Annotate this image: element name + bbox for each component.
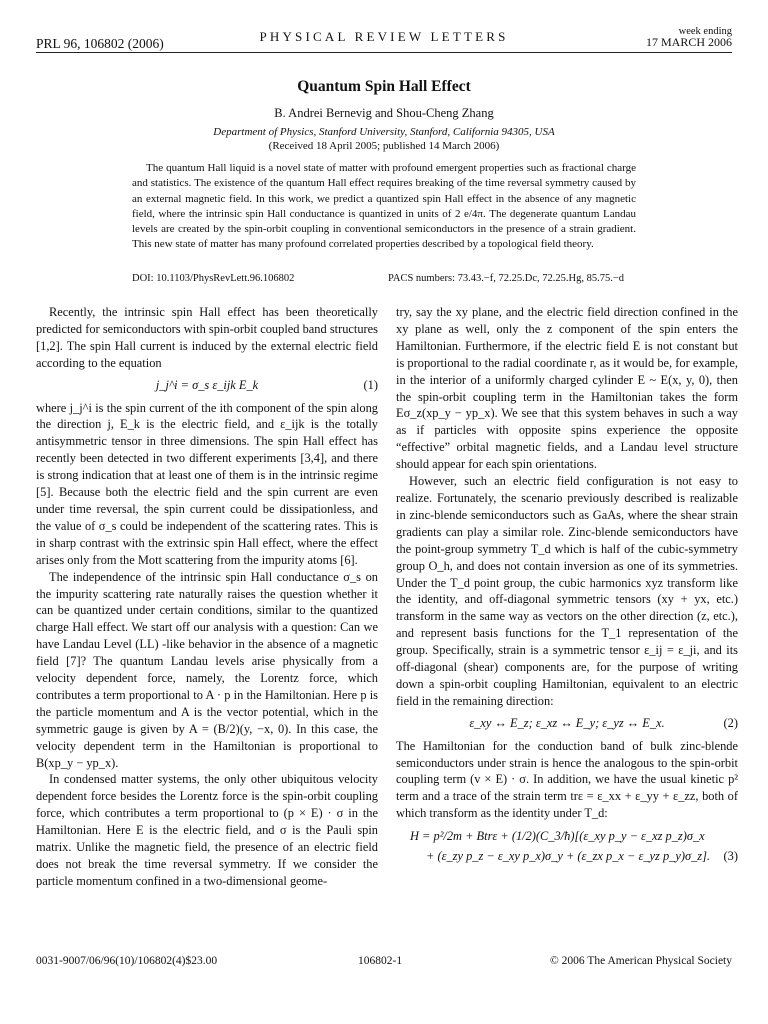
affiliation: Department of Physics, Stanford University, Stanford, California 94305, USA xyxy=(213,126,555,138)
paragraph: However, such an electric field configuration is not easy to realize. Fortunately, the scenario previously described is realizable in zinc-blende semiconductors such as GaAs, where the shear strain gradients can play a similar role. Zinc-blende semiconductors have the point-group symmetry T_d which is half of the cubic-symmetry group O_h, and does not contain inversion as one of its symmetries. Under the T_d point group, the cubic harmonics xyz transform like the identity, and off-diagonal symmetric tensors (xy + yx, etc.) transform in the same way as vectors on the other direction (z, etc.), and represent basis functions for the T_1 representation of the group. Specifically, strain is a symmetric tensor ε_ij = ε_ji, and its off-diagonal (shear) components are, for the purpose of writing down a spin-orbit coupling Hamiltonian, equivalent to an electric field in the remaining direction: xyxy=(396,474,738,708)
paragraph: In condensed matter systems, the only other ubiquitous velocity dependent force besides the Lorentz force is the spin-orbit coupling force, which contributes a term proportional to (p × E) · σ in the Hamiltonian. Here E is the electric field, and σ is the Pauli spin matrix. Unlike the magnetic field, the presence of an electric field does not break the time reversal symmetry. If we consider the particle momentum confined in a two-dimensional geome- xyxy=(36,772,378,888)
authors: B. Andrei Bernevig and Shou-Cheng Zhang xyxy=(274,106,494,120)
paragraph: The Hamiltonian for the conduction band of bulk zinc-blende semiconductors under strain is hence the analogous to the spin-orbit coupling term (v × E) · σ. In addition, we have the usual kinetic p² term and a trace of the strain term trε = ε_xx + ε_yy + ε_zz, both of which transform as the identity under T_d: xyxy=(396,738,738,821)
doi-link[interactable]: DOI: 10.1103/PhysRevLett.96.106802 xyxy=(132,273,295,284)
equation-number: (3) xyxy=(723,849,738,864)
journal-reference: PRL 96, 106802 (2006) xyxy=(36,36,164,51)
footer-copyright: © 2006 The American Physical Society xyxy=(550,955,732,967)
week-date: 17 MARCH 2006 xyxy=(645,35,732,49)
abstract xyxy=(132,161,636,253)
journal-name: PHYSICAL REVIEW LETTERS xyxy=(259,29,509,44)
equation-number: (1) xyxy=(363,377,378,392)
received-dates: (Received 18 April 2005; published 14 March 2006) xyxy=(268,140,500,152)
footer-page-number: 106802-1 xyxy=(358,955,403,967)
right-column xyxy=(396,304,738,872)
paragraph: try, say the xy plane, and the electric field direction confined in the xy plane as well, only the z component of the spin enters the Hamiltonian. Furthermore, if the electric field E is not constant but is proportional to the radial coordinate r, as it would be, for example, in the interior of a uniformly charged cylinder E ~ E(x, y, 0), then the spin-orbit coupling term in the Hamiltonian takes the form Eσ_z(xp_y − yp_x). We see that this system behaves in such a way as if particles with opposite spins experience the opposite “effective” orbital magnetic fields, and a Landau level structure should appear for each spin orientations. xyxy=(396,305,738,472)
equation-1 xyxy=(36,377,378,394)
week-label: week ending xyxy=(678,26,732,37)
equation-number: (2) xyxy=(723,715,738,730)
left-column xyxy=(36,304,378,890)
equation-3 xyxy=(396,828,738,868)
pacs-numbers: PACS numbers: 73.43.−f, 72.25.Dc, 72.25.Hg, 85.75.−d xyxy=(388,273,625,284)
paragraph: The independence of the intrinsic spin Hall conductance σ_s on the impurity scattering rate naturally raises the question whether it can be quantized under certain conditions, similar to the quantized charge Hall effect. We start off our analysis with a question: Can we have Landau Level (LL) -like behavior in the absence of a magnetic field [7]? The quantum Landau levels arise physically from a velocity dependent force, namely, the Lorentz force, which contributes a term proportional to A · p in the Hamiltonian. Here p is the particle momentum and A is the vector potential, which in the symmetric gauge is given by A = (B/2)(y, −x, 0). In this case, the velocity dependent term in the Hamiltonian is proportional to B(xp_y − yp_x). xyxy=(36,569,378,770)
running-header xyxy=(36,26,732,52)
equation-2 xyxy=(396,715,738,732)
abstract-text: The quantum Hall liquid is a novel state of matter with profound emergent properties such as fractional charge and statistics. The existence of the quantum Hall effect requires breaking of the time reversal symmetry caused by an external magnetic field. In this work, we predict a quantized spin Hall effect in the absence of any magnetic field, where the intrinsic spin Hall conductance is quantized in units of 2 e/4π. The degenerate quantum Landau levels are created by the spin-orbit coupling in conventional semiconductors in the presence of a strain gradient. This new state of matter has many profound correlated properties described by a topological field theory. xyxy=(132,162,636,251)
issue-date xyxy=(646,26,732,48)
paragraph: Recently, the intrinsic spin Hall effect has been theoretically predicted for semiconductors with spin-orbit coupled band structures [1,2]. The spin Hall current is induced by the external electric field according to the equation xyxy=(36,305,378,370)
paragraph: where j_j^i is the spin current of the ith component of the spin along the direction j, E_k is the electric field, and ε_ijk is the totally antisymmetric tensor in three dimensions. The spin Hall effect has recently been detected in two different experiments [3,4], and there is strong indication that at least one of them is in the intrinsic regime [5]. Because both the electric field and the spin current are even under time reversal, the spin current could be dissipationless, and the value of σ_s could be independent of the scattering rates. This is in sharp contrast with the extrinsic spin Hall effect, where the effect arises only from the Mott scattering from the impurity atoms [6]. xyxy=(36,400,378,567)
equation-line-2: + (ε_zy p_z − ε_xy p_x)σ_y + (ε_zx p_x − ε_yz p_y)σ_z]. xyxy=(426,849,711,864)
paper-title: Quantum Spin Hall Effect xyxy=(297,78,471,95)
footer-issn: 0031-9007/06/96(10)/106802(4)$23.00 xyxy=(36,955,218,967)
header-rule xyxy=(36,52,732,53)
equation-line-1: H = p²/2m + Btrε + (1/2)(C_3/ħ)[(ε_xy p_y − ε_xz p_z)σ_x xyxy=(410,829,705,844)
equation-body: j_j^i = σ_s ε_ijk E_k xyxy=(155,377,259,392)
equation-body: ε_xy ↔ E_z; ε_xz ↔ E_y; ε_yz ↔ E_x. xyxy=(469,715,665,730)
